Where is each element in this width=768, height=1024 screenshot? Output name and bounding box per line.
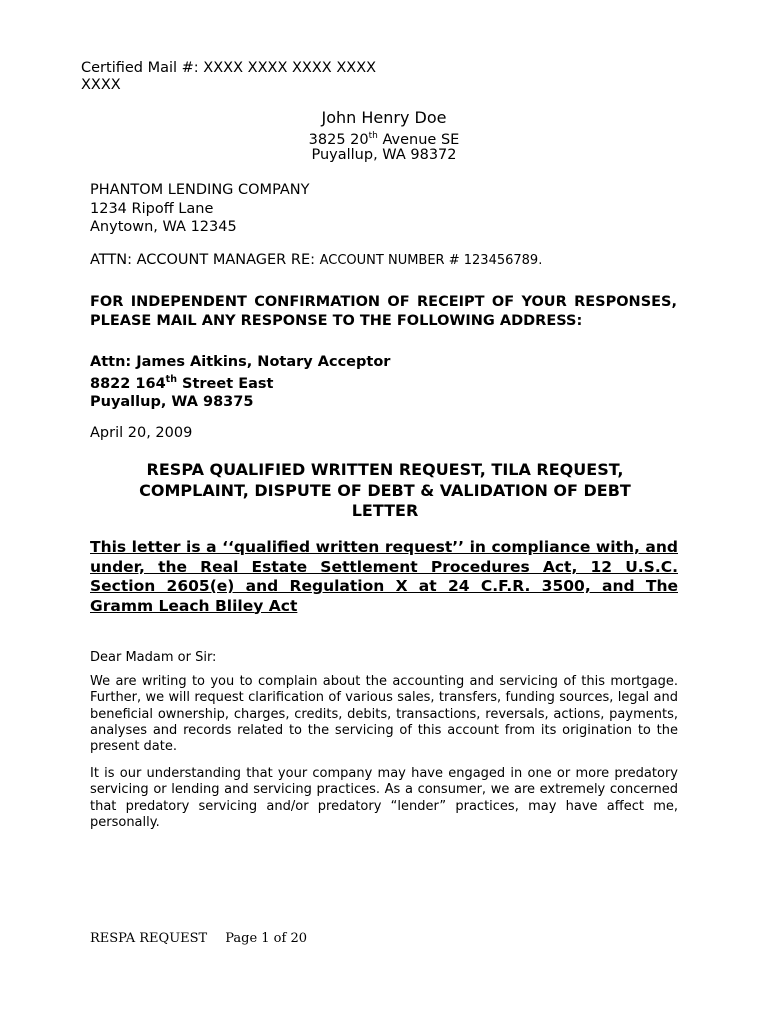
certified-mail-label: Certified Mail #: [81,60,199,76]
acceptor-street-number: 8822 164 [90,375,166,392]
acceptor-attn: Attn: James Aitkins, Notary Acceptor [90,354,391,370]
certified-mail-line [81,60,401,77]
certified-mail-number: XXXX XXXX XXXX XXXX [203,60,377,76]
attention-line [90,251,542,270]
salutation: Dear Madam or Sir: [90,650,217,665]
attention-prefix: ATTN: ACCOUNT MANAGER RE: [90,252,320,268]
sender-name: John Henry Doe [321,108,447,127]
acceptor-city-state-zip: Puyallup, WA 98375 [90,393,254,410]
title-line-3: LETTER [351,501,419,520]
sender-street-ordinal: th [368,131,378,141]
account-number: ACCOUNT NUMBER # 123456789. [319,253,543,268]
sender-street-name: Avenue SE [377,131,460,148]
recipient-city-state-zip: Anytown, WA 12345 [90,219,237,235]
title-line-2: COMPLAINT, DISPUTE OF DEBT & VALIDATION OF DEBT [139,480,631,500]
body-paragraph-2: It is our understanding that your company may have engaged in one or more predatory servicing or lending and servicing practices. As a consumer, we are extremely concerned that predatory servicing and/or predatory “lender” practices, may have affect me, personally. [90,766,678,830]
notary-acceptor-address [90,353,390,411]
acceptor-street-ordinal: th [165,374,177,385]
recipient-street: 1234 Ripoff Lane [90,200,214,217]
footer-label: RESPA REQUEST [90,931,208,946]
qualified-request-statement: This letter is a ‘‘qualified written request’’ in compliance with, and under, the Real Estate Settlement Procedures Act, 12 U.S.C. Section 2605(e) and Regulation X at 24 C.F.R. 3500, and The Gramm Leach Bliley Act [90,538,678,615]
body-paragraph-1: We are writing to you to complain about the accounting and servicing of this mortgage. Further, we will request clarification of various sales, transfers, funding sources, legal and beneficial ownership, charges, credits, debits, transactions, reversals, actions, payments, analyses and records related to the servicing of this account from its origination to the present date. [90,674,678,755]
acceptor-street [90,371,390,393]
page-footer [90,931,307,947]
recipient-company: PHANTOM LENDING COMPANY [90,182,310,198]
certified-mail-number-continued: XXXX [81,77,121,93]
certified-mail-block [81,60,401,94]
recipient-address [90,181,310,237]
footer-page-number: Page 1 of 20 [225,931,307,946]
sender-city-state-zip: Puyallup, WA 98372 [311,147,457,163]
sender-street-number: 3825 20 [308,131,369,148]
letter-date: April 20, 2009 [90,425,193,441]
acceptor-street-name: Street East [176,375,274,392]
title-line-1: RESPA QUALIFIED WRITTEN REQUEST, TILA REQUEST, [146,460,624,479]
confirmation-notice: FOR INDEPENDENT CONFIRMATION OF RECEIPT OF YOUR RESPONSES, PLEASE MAIL ANY RESPONSE TO THE FOLLOWING ADDRESS: [90,294,677,329]
document-title [90,460,680,522]
